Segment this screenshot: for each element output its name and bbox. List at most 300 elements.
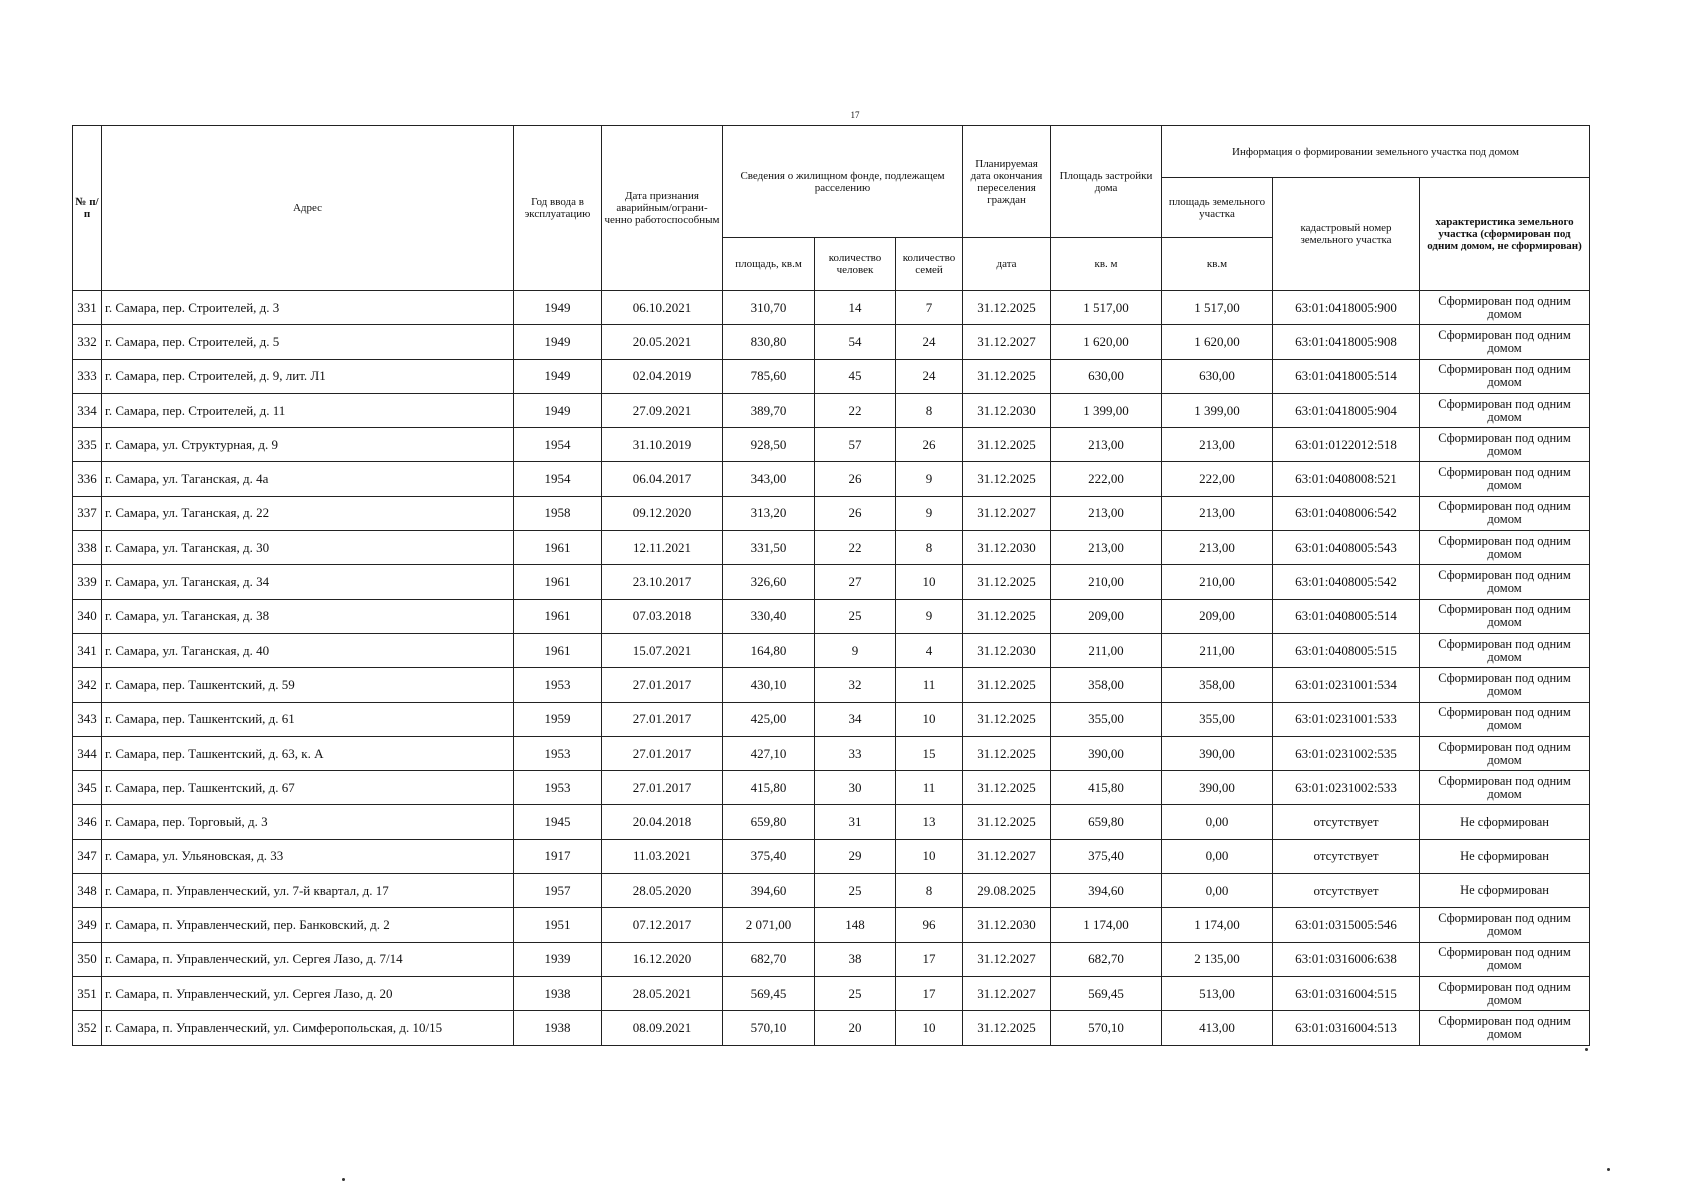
row-people: 38: [815, 942, 896, 976]
row-cadastral-number: 63:01:0408008:521: [1273, 462, 1420, 496]
header-people: количество человек: [815, 238, 896, 291]
row-building-area: 569,45: [1051, 976, 1162, 1010]
row-housing-area: 682,70: [723, 942, 815, 976]
header-date-recognized: Дата признания аварийным/ограни-ченно работоспособным: [602, 126, 723, 291]
row-building-area: 213,00: [1051, 428, 1162, 462]
row-resettlement-date: 31.12.2025: [963, 428, 1051, 462]
row-number: 344: [73, 736, 102, 770]
row-address: г. Самара, ул. Ульяновская, д. 33: [102, 839, 514, 873]
row-building-area: 570,10: [1051, 1011, 1162, 1045]
row-housing-area: 427,10: [723, 736, 815, 770]
row-address: г. Самара, пер. Торговый, д. 3: [102, 805, 514, 839]
row-people: 22: [815, 393, 896, 427]
row-year: 1961: [514, 633, 602, 667]
row-year: 1957: [514, 874, 602, 908]
row-number: 334: [73, 393, 102, 427]
row-land-status: Сформирован под одним домом: [1420, 359, 1590, 393]
row-number: 339: [73, 565, 102, 599]
table-row: [73, 565, 1590, 599]
row-resettlement-date: 31.12.2025: [963, 702, 1051, 736]
header-land-group: Информация о формировании земельного участка под домом: [1162, 126, 1590, 178]
row-land-status: Сформирован под одним домом: [1420, 428, 1590, 462]
table-row: [73, 839, 1590, 873]
row-building-area: 1 517,00: [1051, 291, 1162, 325]
row-resettlement-date: 31.12.2030: [963, 531, 1051, 565]
row-year: 1961: [514, 565, 602, 599]
row-resettlement-date: 31.12.2027: [963, 976, 1051, 1010]
header-land-area: площадь земельного участка: [1162, 178, 1273, 238]
row-housing-area: 430,10: [723, 668, 815, 702]
row-number: 335: [73, 428, 102, 462]
row-cadastral-number: 63:01:0316006:638: [1273, 942, 1420, 976]
row-number: 349: [73, 908, 102, 942]
row-housing-area: 928,50: [723, 428, 815, 462]
row-building-area: 211,00: [1051, 633, 1162, 667]
row-year: 1953: [514, 771, 602, 805]
row-date-recognized: 07.03.2018: [602, 599, 723, 633]
row-year: 1949: [514, 325, 602, 359]
row-resettlement-date: 31.12.2025: [963, 668, 1051, 702]
scan-speck: [1607, 1168, 1610, 1171]
row-land-area: 0,00: [1162, 805, 1273, 839]
row-address: г. Самара, ул. Таганская, д. 38: [102, 599, 514, 633]
row-land-area: 355,00: [1162, 702, 1273, 736]
row-land-area: 390,00: [1162, 771, 1273, 805]
row-cadastral-number: 63:01:0231002:535: [1273, 736, 1420, 770]
row-address: г. Самара, п. Управленческий, ул. 7-й квартал, д. 17: [102, 874, 514, 908]
row-number: 340: [73, 599, 102, 633]
row-families: 10: [896, 702, 963, 736]
row-building-area: 222,00: [1051, 462, 1162, 496]
row-land-status: Сформирован под одним домом: [1420, 976, 1590, 1010]
table-row: [73, 702, 1590, 736]
table-row: [73, 633, 1590, 667]
table-row: [73, 874, 1590, 908]
row-address: г. Самара, пер. Ташкентский, д. 61: [102, 702, 514, 736]
table-row: [73, 1011, 1590, 1045]
row-families: 13: [896, 805, 963, 839]
row-date-recognized: 28.05.2020: [602, 874, 723, 908]
row-number: 351: [73, 976, 102, 1010]
header-housing-area: площадь, кв.м: [723, 238, 815, 291]
row-resettlement-date: 31.12.2025: [963, 1011, 1051, 1045]
row-building-area: 209,00: [1051, 599, 1162, 633]
row-year: 1951: [514, 908, 602, 942]
row-number: 331: [73, 291, 102, 325]
row-building-area: 358,00: [1051, 668, 1162, 702]
row-people: 27: [815, 565, 896, 599]
header-families: количество семей: [896, 238, 963, 291]
table-row: [73, 599, 1590, 633]
row-cadastral-number: 63:01:0408005:514: [1273, 599, 1420, 633]
row-housing-area: 375,40: [723, 839, 815, 873]
row-date-recognized: 08.09.2021: [602, 1011, 723, 1045]
row-people: 29: [815, 839, 896, 873]
row-cadastral-number: 63:01:0418005:904: [1273, 393, 1420, 427]
row-land-area: 630,00: [1162, 359, 1273, 393]
table-row: [73, 359, 1590, 393]
table-row: [73, 428, 1590, 462]
row-building-area: 213,00: [1051, 496, 1162, 530]
row-people: 32: [815, 668, 896, 702]
table-row: [73, 393, 1590, 427]
row-housing-area: 570,10: [723, 1011, 815, 1045]
row-land-area: 0,00: [1162, 874, 1273, 908]
row-land-status: Сформирован под одним домом: [1420, 702, 1590, 736]
row-year: 1917: [514, 839, 602, 873]
row-people: 45: [815, 359, 896, 393]
row-land-area: 209,00: [1162, 599, 1273, 633]
table-header: [73, 126, 1590, 291]
table-row: [73, 462, 1590, 496]
row-number: 341: [73, 633, 102, 667]
row-land-status: Сформирован под одним домом: [1420, 633, 1590, 667]
row-address: г. Самара, ул. Таганская, д. 4а: [102, 462, 514, 496]
row-families: 11: [896, 668, 963, 702]
row-year: 1953: [514, 736, 602, 770]
scan-speck: [1585, 1048, 1588, 1051]
row-housing-area: 331,50: [723, 531, 815, 565]
row-families: 15: [896, 736, 963, 770]
row-year: 1961: [514, 531, 602, 565]
row-building-area: 375,40: [1051, 839, 1162, 873]
row-number: 346: [73, 805, 102, 839]
row-date-recognized: 27.01.2017: [602, 771, 723, 805]
row-date-recognized: 15.07.2021: [602, 633, 723, 667]
row-cadastral-number: 63:01:0316004:513: [1273, 1011, 1420, 1045]
row-cadastral-number: 63:01:0418005:514: [1273, 359, 1420, 393]
row-year: 1961: [514, 599, 602, 633]
row-people: 22: [815, 531, 896, 565]
row-building-area: 210,00: [1051, 565, 1162, 599]
row-building-area: 415,80: [1051, 771, 1162, 805]
row-date-recognized: 31.10.2019: [602, 428, 723, 462]
row-address: г. Самара, п. Управленческий, ул. Сергея Лазо, д. 7/14: [102, 942, 514, 976]
row-cadastral-number: 63:01:0408005:542: [1273, 565, 1420, 599]
row-date-recognized: 06.10.2021: [602, 291, 723, 325]
row-resettlement-date: 31.12.2025: [963, 565, 1051, 599]
row-date-recognized: 27.01.2017: [602, 702, 723, 736]
row-housing-area: 425,00: [723, 702, 815, 736]
row-building-area: 682,70: [1051, 942, 1162, 976]
row-resettlement-date: 31.12.2025: [963, 736, 1051, 770]
row-housing-area: 310,70: [723, 291, 815, 325]
row-housing-area: 415,80: [723, 771, 815, 805]
row-resettlement-date: 31.12.2030: [963, 908, 1051, 942]
row-families: 10: [896, 839, 963, 873]
row-year: 1949: [514, 291, 602, 325]
header-num: № п/п: [73, 126, 102, 291]
row-families: 7: [896, 291, 963, 325]
row-land-status: Не сформирован: [1420, 839, 1590, 873]
row-land-status: Сформирован под одним домом: [1420, 771, 1590, 805]
row-building-area: 355,00: [1051, 702, 1162, 736]
table-row: [73, 976, 1590, 1010]
row-land-area: 222,00: [1162, 462, 1273, 496]
row-land-status: Сформирован под одним домом: [1420, 496, 1590, 530]
table-row: [73, 942, 1590, 976]
row-address: г. Самара, п. Управленческий, ул. Сергея Лазо, д. 20: [102, 976, 514, 1010]
row-families: 8: [896, 874, 963, 908]
row-building-area: 630,00: [1051, 359, 1162, 393]
row-number: 342: [73, 668, 102, 702]
row-resettlement-date: 31.12.2025: [963, 462, 1051, 496]
row-land-status: Не сформирован: [1420, 874, 1590, 908]
row-families: 8: [896, 531, 963, 565]
row-people: 54: [815, 325, 896, 359]
row-date-recognized: 28.05.2021: [602, 976, 723, 1010]
row-housing-area: 164,80: [723, 633, 815, 667]
row-people: 26: [815, 496, 896, 530]
row-land-status: Сформирован под одним домом: [1420, 565, 1590, 599]
row-families: 9: [896, 599, 963, 633]
header-building-area: Площадь застройки дома: [1051, 126, 1162, 238]
header-land-status: характеристика земельного участка (сформирован под одним домом, не сформирован): [1420, 178, 1590, 291]
row-housing-area: 830,80: [723, 325, 815, 359]
row-year: 1945: [514, 805, 602, 839]
header-resettlement-group: Планируемая дата окончания переселения граждан: [963, 126, 1051, 238]
row-date-recognized: 06.04.2017: [602, 462, 723, 496]
row-people: 26: [815, 462, 896, 496]
row-building-area: 213,00: [1051, 531, 1162, 565]
row-resettlement-date: 31.12.2025: [963, 291, 1051, 325]
row-number: 347: [73, 839, 102, 873]
row-people: 25: [815, 874, 896, 908]
row-resettlement-date: 31.12.2025: [963, 599, 1051, 633]
row-year: 1954: [514, 462, 602, 496]
row-building-area: 659,80: [1051, 805, 1162, 839]
row-land-area: 413,00: [1162, 1011, 1273, 1045]
row-building-area: 1 174,00: [1051, 908, 1162, 942]
row-land-area: 358,00: [1162, 668, 1273, 702]
table-body: [73, 291, 1590, 1046]
row-cadastral-number: отсутствует: [1273, 839, 1420, 873]
row-cadastral-number: 63:01:0408005:543: [1273, 531, 1420, 565]
table-row: [73, 496, 1590, 530]
row-people: 33: [815, 736, 896, 770]
row-address: г. Самара, ул. Таганская, д. 40: [102, 633, 514, 667]
row-housing-area: 330,40: [723, 599, 815, 633]
row-cadastral-number: 63:01:0408005:515: [1273, 633, 1420, 667]
row-address: г. Самара, пер. Ташкентский, д. 59: [102, 668, 514, 702]
row-number: 350: [73, 942, 102, 976]
row-number: 348: [73, 874, 102, 908]
row-year: 1954: [514, 428, 602, 462]
table-row: [73, 291, 1590, 325]
row-date-recognized: 16.12.2020: [602, 942, 723, 976]
row-date-recognized: 09.12.2020: [602, 496, 723, 530]
row-people: 31: [815, 805, 896, 839]
row-land-status: Не сформирован: [1420, 805, 1590, 839]
row-housing-area: 394,60: [723, 874, 815, 908]
row-number: 333: [73, 359, 102, 393]
row-number: 336: [73, 462, 102, 496]
row-resettlement-date: 31.12.2025: [963, 771, 1051, 805]
row-date-recognized: 02.04.2019: [602, 359, 723, 393]
row-housing-area: 313,20: [723, 496, 815, 530]
row-date-recognized: 27.01.2017: [602, 668, 723, 702]
row-land-status: Сформирован под одним домом: [1420, 668, 1590, 702]
row-families: 9: [896, 496, 963, 530]
row-year: 1939: [514, 942, 602, 976]
row-building-area: 390,00: [1051, 736, 1162, 770]
table-row: [73, 325, 1590, 359]
row-address: г. Самара, пер. Ташкентский, д. 67: [102, 771, 514, 805]
row-address: г. Самара, пер. Строителей, д. 9, лит. Л1: [102, 359, 514, 393]
row-address: г. Самара, ул. Структурная, д. 9: [102, 428, 514, 462]
row-land-area: 1 517,00: [1162, 291, 1273, 325]
row-land-area: 213,00: [1162, 531, 1273, 565]
row-number: 345: [73, 771, 102, 805]
row-resettlement-date: 31.12.2027: [963, 496, 1051, 530]
row-resettlement-date: 31.12.2027: [963, 325, 1051, 359]
row-year: 1949: [514, 393, 602, 427]
row-number: 338: [73, 531, 102, 565]
row-land-status: Сформирован под одним домом: [1420, 531, 1590, 565]
row-address: г. Самара, пер. Строителей, д. 11: [102, 393, 514, 427]
row-housing-area: 389,70: [723, 393, 815, 427]
row-address: г. Самара, пер. Строителей, д. 3: [102, 291, 514, 325]
row-land-status: Сформирован под одним домом: [1420, 942, 1590, 976]
row-families: 96: [896, 908, 963, 942]
row-land-status: Сформирован под одним домом: [1420, 1011, 1590, 1045]
row-families: 4: [896, 633, 963, 667]
row-cadastral-number: 63:01:0408006:542: [1273, 496, 1420, 530]
row-land-area: 211,00: [1162, 633, 1273, 667]
row-families: 10: [896, 1011, 963, 1045]
row-housing-area: 326,60: [723, 565, 815, 599]
row-cadastral-number: отсутствует: [1273, 874, 1420, 908]
row-land-area: 210,00: [1162, 565, 1273, 599]
row-land-status: Сформирован под одним домом: [1420, 736, 1590, 770]
row-year: 1959: [514, 702, 602, 736]
row-land-area: 1 399,00: [1162, 393, 1273, 427]
row-cadastral-number: 63:01:0418005:908: [1273, 325, 1420, 359]
row-people: 30: [815, 771, 896, 805]
header-land-area-unit: кв.м: [1162, 238, 1273, 291]
row-year: 1949: [514, 359, 602, 393]
row-resettlement-date: 31.12.2030: [963, 633, 1051, 667]
row-families: 9: [896, 462, 963, 496]
row-building-area: 1 620,00: [1051, 325, 1162, 359]
row-building-area: 394,60: [1051, 874, 1162, 908]
row-number: 352: [73, 1011, 102, 1045]
table-row: [73, 771, 1590, 805]
row-cadastral-number: отсутствует: [1273, 805, 1420, 839]
row-date-recognized: 12.11.2021: [602, 531, 723, 565]
row-date-recognized: 27.01.2017: [602, 736, 723, 770]
row-families: 10: [896, 565, 963, 599]
row-housing-area: 785,60: [723, 359, 815, 393]
row-families: 24: [896, 359, 963, 393]
header-cadastral: кадастровый номер земельного участка: [1273, 178, 1420, 291]
row-resettlement-date: 31.12.2025: [963, 805, 1051, 839]
table-row: [73, 805, 1590, 839]
row-families: 26: [896, 428, 963, 462]
row-people: 14: [815, 291, 896, 325]
row-land-area: 513,00: [1162, 976, 1273, 1010]
row-land-area: 213,00: [1162, 496, 1273, 530]
row-people: 20: [815, 1011, 896, 1045]
header-year: Год ввода в эксплуатацию: [514, 126, 602, 291]
row-families: 17: [896, 942, 963, 976]
row-land-status: Сформирован под одним домом: [1420, 908, 1590, 942]
row-families: 8: [896, 393, 963, 427]
row-people: 9: [815, 633, 896, 667]
table-row: [73, 531, 1590, 565]
row-people: 25: [815, 599, 896, 633]
row-cadastral-number: 63:01:0231001:533: [1273, 702, 1420, 736]
row-address: г. Самара, пер. Ташкентский, д. 63, к. А: [102, 736, 514, 770]
row-land-area: 2 135,00: [1162, 942, 1273, 976]
table-row: [73, 668, 1590, 702]
row-land-area: 1 620,00: [1162, 325, 1273, 359]
row-families: 24: [896, 325, 963, 359]
row-cadastral-number: 63:01:0418005:900: [1273, 291, 1420, 325]
header-resettlement-date: дата: [963, 238, 1051, 291]
row-people: 34: [815, 702, 896, 736]
header-housing-group: Сведения о жилищном фонде, подлежащем расселению: [723, 126, 963, 238]
row-land-status: Сформирован под одним домом: [1420, 462, 1590, 496]
row-cadastral-number: 63:01:0231001:534: [1273, 668, 1420, 702]
row-families: 17: [896, 976, 963, 1010]
row-land-area: 1 174,00: [1162, 908, 1273, 942]
row-housing-area: 659,80: [723, 805, 815, 839]
row-date-recognized: 23.10.2017: [602, 565, 723, 599]
row-resettlement-date: 31.12.2027: [963, 942, 1051, 976]
row-land-area: 0,00: [1162, 839, 1273, 873]
row-address: г. Самара, ул. Таганская, д. 30: [102, 531, 514, 565]
row-address: г. Самара, п. Управленческий, ул. Симферопольская, д. 10/15: [102, 1011, 514, 1045]
row-number: 332: [73, 325, 102, 359]
row-date-recognized: 07.12.2017: [602, 908, 723, 942]
row-date-recognized: 20.05.2021: [602, 325, 723, 359]
row-resettlement-date: 31.12.2025: [963, 359, 1051, 393]
header-building-unit: кв. м: [1051, 238, 1162, 291]
row-people: 57: [815, 428, 896, 462]
table-row: [73, 736, 1590, 770]
row-resettlement-date: 29.08.2025: [963, 874, 1051, 908]
row-year: 1953: [514, 668, 602, 702]
row-number: 337: [73, 496, 102, 530]
row-cadastral-number: 63:01:0122012:518: [1273, 428, 1420, 462]
header-address: Адрес: [102, 126, 514, 291]
row-date-recognized: 20.04.2018: [602, 805, 723, 839]
row-land-area: 390,00: [1162, 736, 1273, 770]
row-address: г. Самара, пер. Строителей, д. 5: [102, 325, 514, 359]
row-year: 1938: [514, 976, 602, 1010]
row-families: 11: [896, 771, 963, 805]
row-number: 343: [73, 702, 102, 736]
row-people: 148: [815, 908, 896, 942]
scan-speck: [342, 1178, 345, 1181]
row-cadastral-number: 63:01:0231002:533: [1273, 771, 1420, 805]
row-land-status: Сформирован под одним домом: [1420, 599, 1590, 633]
row-land-status: Сформирован под одним домом: [1420, 393, 1590, 427]
row-year: 1938: [514, 1011, 602, 1045]
row-housing-area: 569,45: [723, 976, 815, 1010]
resettlement-table: [72, 125, 1590, 1046]
row-date-recognized: 11.03.2021: [602, 839, 723, 873]
row-housing-area: 2 071,00: [723, 908, 815, 942]
row-resettlement-date: 31.12.2030: [963, 393, 1051, 427]
row-date-recognized: 27.09.2021: [602, 393, 723, 427]
row-people: 25: [815, 976, 896, 1010]
row-land-status: Сформирован под одним домом: [1420, 291, 1590, 325]
row-resettlement-date: 31.12.2027: [963, 839, 1051, 873]
row-address: г. Самара, ул. Таганская, д. 22: [102, 496, 514, 530]
row-building-area: 1 399,00: [1051, 393, 1162, 427]
